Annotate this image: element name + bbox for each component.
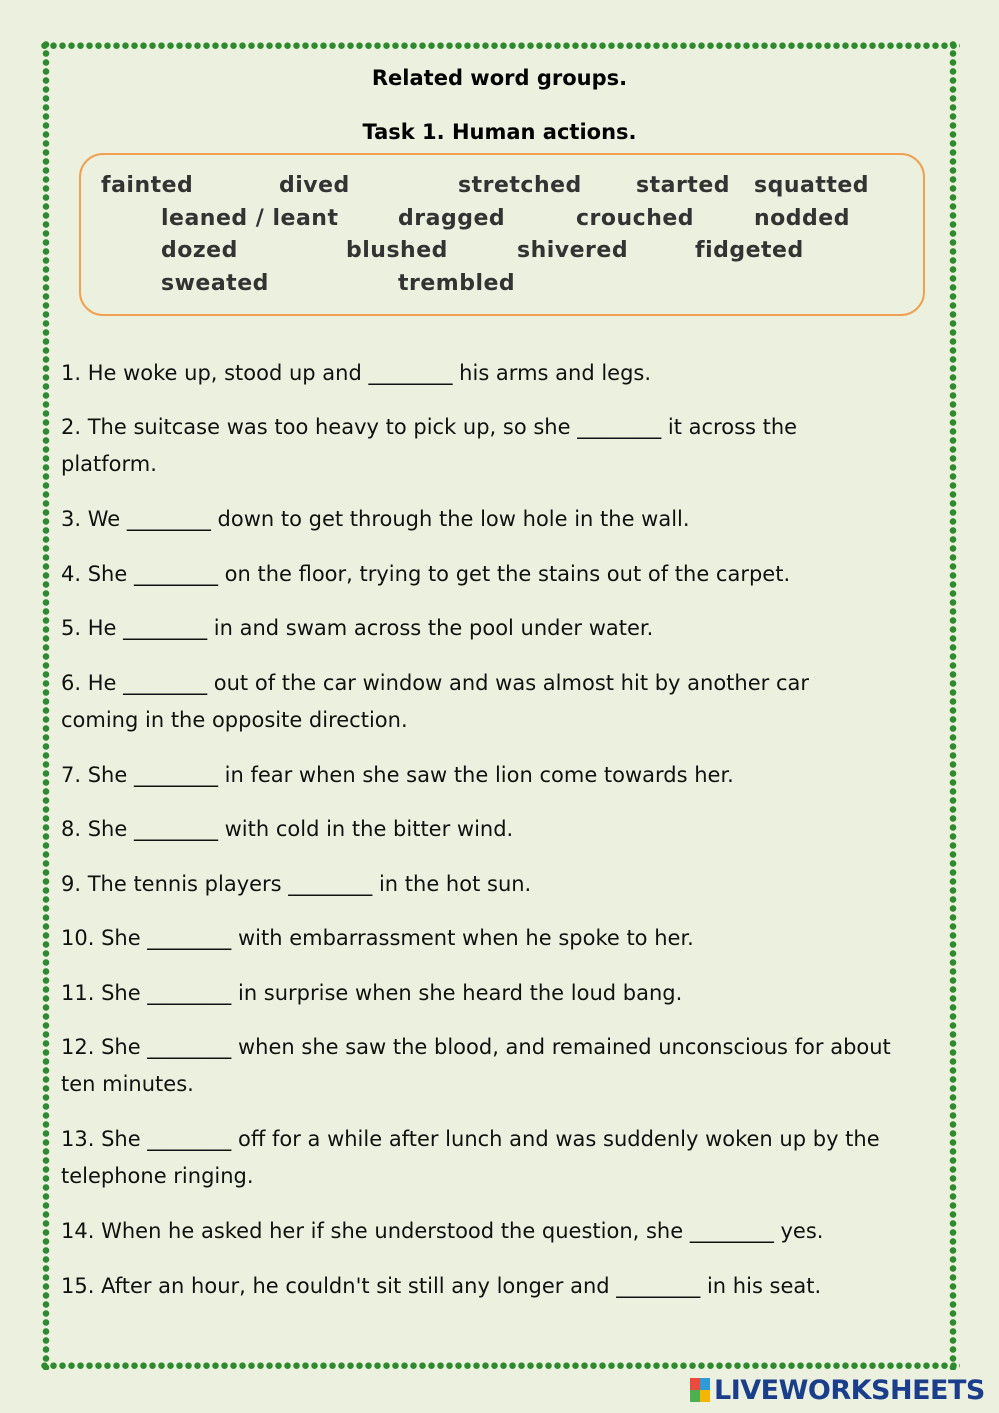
word-bank-item: sweated xyxy=(161,271,269,296)
question-1: 1. He woke up, stood up and ________ his arms and legs. xyxy=(61,361,652,385)
question-8: 8. She ________ with cold in the bitter wind. xyxy=(61,817,514,841)
question-9: 9. The tennis players ________ in the hot sun. xyxy=(61,872,532,896)
word-bank-item: started xyxy=(636,173,730,198)
tree-border-bottom xyxy=(40,1358,960,1372)
tree-border-left xyxy=(39,40,53,1370)
question-3: 3. We ________ down to get through the low hole in the wall. xyxy=(61,507,690,531)
word-bank-item: stretched xyxy=(458,173,582,198)
question-7: 7. She ________ in fear when she saw the lion come towards her. xyxy=(61,763,734,787)
liveworksheets-icon xyxy=(690,1378,710,1402)
question-6: 6. He ________ out of the car window and was almost hit by another car coming in the opposite direction. xyxy=(61,671,810,732)
question-11: 11. She ________ in surprise when she heard the loud bang. xyxy=(61,981,683,1005)
question-4: 4. She ________ on the floor, trying to get the stains out of the carpet. xyxy=(61,562,791,586)
tree-border-top xyxy=(40,38,960,52)
question-15: 15. After an hour, he couldn't sit still any longer and ________ in his seat. xyxy=(61,1274,822,1298)
question-14: 14. When he asked her if she understood the question, she ________ yes. xyxy=(61,1219,824,1243)
brand-name: LIVEWORKSHEETS xyxy=(714,1374,985,1406)
word-bank-item: shivered xyxy=(517,238,629,263)
word-bank-item: dozed xyxy=(161,238,238,263)
word-bank-item: leaned / leant xyxy=(161,206,339,231)
word-bank-item: squatted xyxy=(754,173,870,198)
page-title: Related word groups. xyxy=(371,66,628,90)
word-bank-item: nodded xyxy=(754,206,850,231)
word-bank-item: crouched xyxy=(576,206,695,231)
word-bank-item: blushed xyxy=(346,238,448,263)
task-heading: Task 1. Human actions. xyxy=(362,120,637,144)
word-bank-item: fainted xyxy=(101,173,194,198)
question-13: 13. She ________ off for a while after lunch and was suddenly woken up by the telephone ringing. xyxy=(61,1127,880,1188)
liveworksheets-logo xyxy=(690,1374,985,1406)
tree-border-right xyxy=(946,40,960,1370)
question-2: 2. The suitcase was too heavy to pick up, so she ________ it across the platform. xyxy=(61,415,798,476)
question-10: 10. She ________ with embarrassment when he spoke to her. xyxy=(61,926,694,950)
word-bank-item: dragged xyxy=(398,206,506,231)
word-bank-item: fidgeted xyxy=(695,238,804,263)
question-12: 12. She ________ when she saw the blood, and remained unconscious for about ten minutes. xyxy=(61,1035,891,1096)
word-bank-item: trembled xyxy=(398,271,516,296)
word-bank-item: dived xyxy=(279,173,350,198)
question-5: 5. He ________ in and swam across the pool under water. xyxy=(61,616,654,640)
